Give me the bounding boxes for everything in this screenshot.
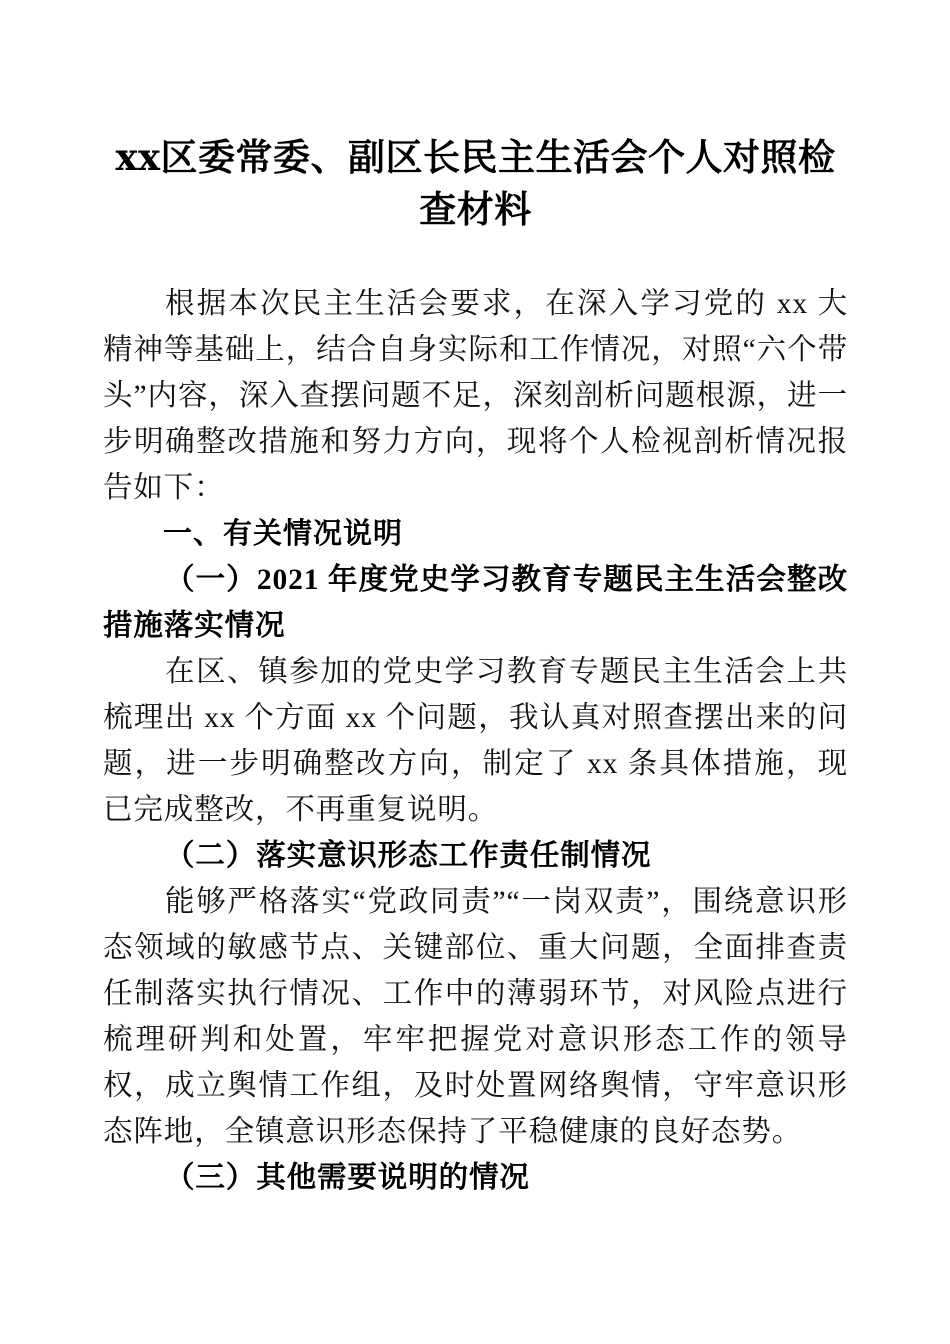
subsection-paragraph-1-2: 能够严格落实“党政同责”“一岗双责”，围绕意识形态领域的敏感节点、关键部位、重大问题，全面排查责任制落实执行情况、工作中的薄弱环节，对风险点进行梳理研判和处置，牢牢把握党对意识形态工作的领导权，成立舆情工作组，及时处置网络舆情，守牢意识形态阵地，全镇意识形态保持了平稳健康的良好态势。 xyxy=(103,886,848,1148)
subsection-heading-1-1: （一）2021 年度党史学习教育专题民主生活会整改措施落实情况 xyxy=(103,564,848,642)
section-heading-1: 一、有关情况说明 xyxy=(163,518,404,550)
subsection-heading-1-3: （三）其他需要说明的情况 xyxy=(165,1162,530,1194)
subsection-paragraph-1-1: 在区、镇参加的党史学习教育专题民主生活会上共梳理出 xx 个方面 xx 个问题，我认真对照查摆出来的问题，进一步明确整改方向，制定了 xx 条具体措施，现已完成整改，不再重复说明。 xyxy=(103,656,848,826)
page-title: xx区委常委、副区长民主生活会个人对照检查材料 xyxy=(115,135,836,231)
opening-paragraph: 根据本次民主生活会要求，在深入学习党的 xx 大精神等基础上，结合自身实际和工作情况，对照“六个带头”内容，深入查摆问题不足，深刻剖析问题根源，进一步明确整改措施和努力方向，现将个人检视剖析情况报告如下： xyxy=(103,288,848,504)
document-content xyxy=(103,0,848,1201)
subsection-heading-1-2: （二）落实意识形态工作责任制情况 xyxy=(165,840,652,872)
